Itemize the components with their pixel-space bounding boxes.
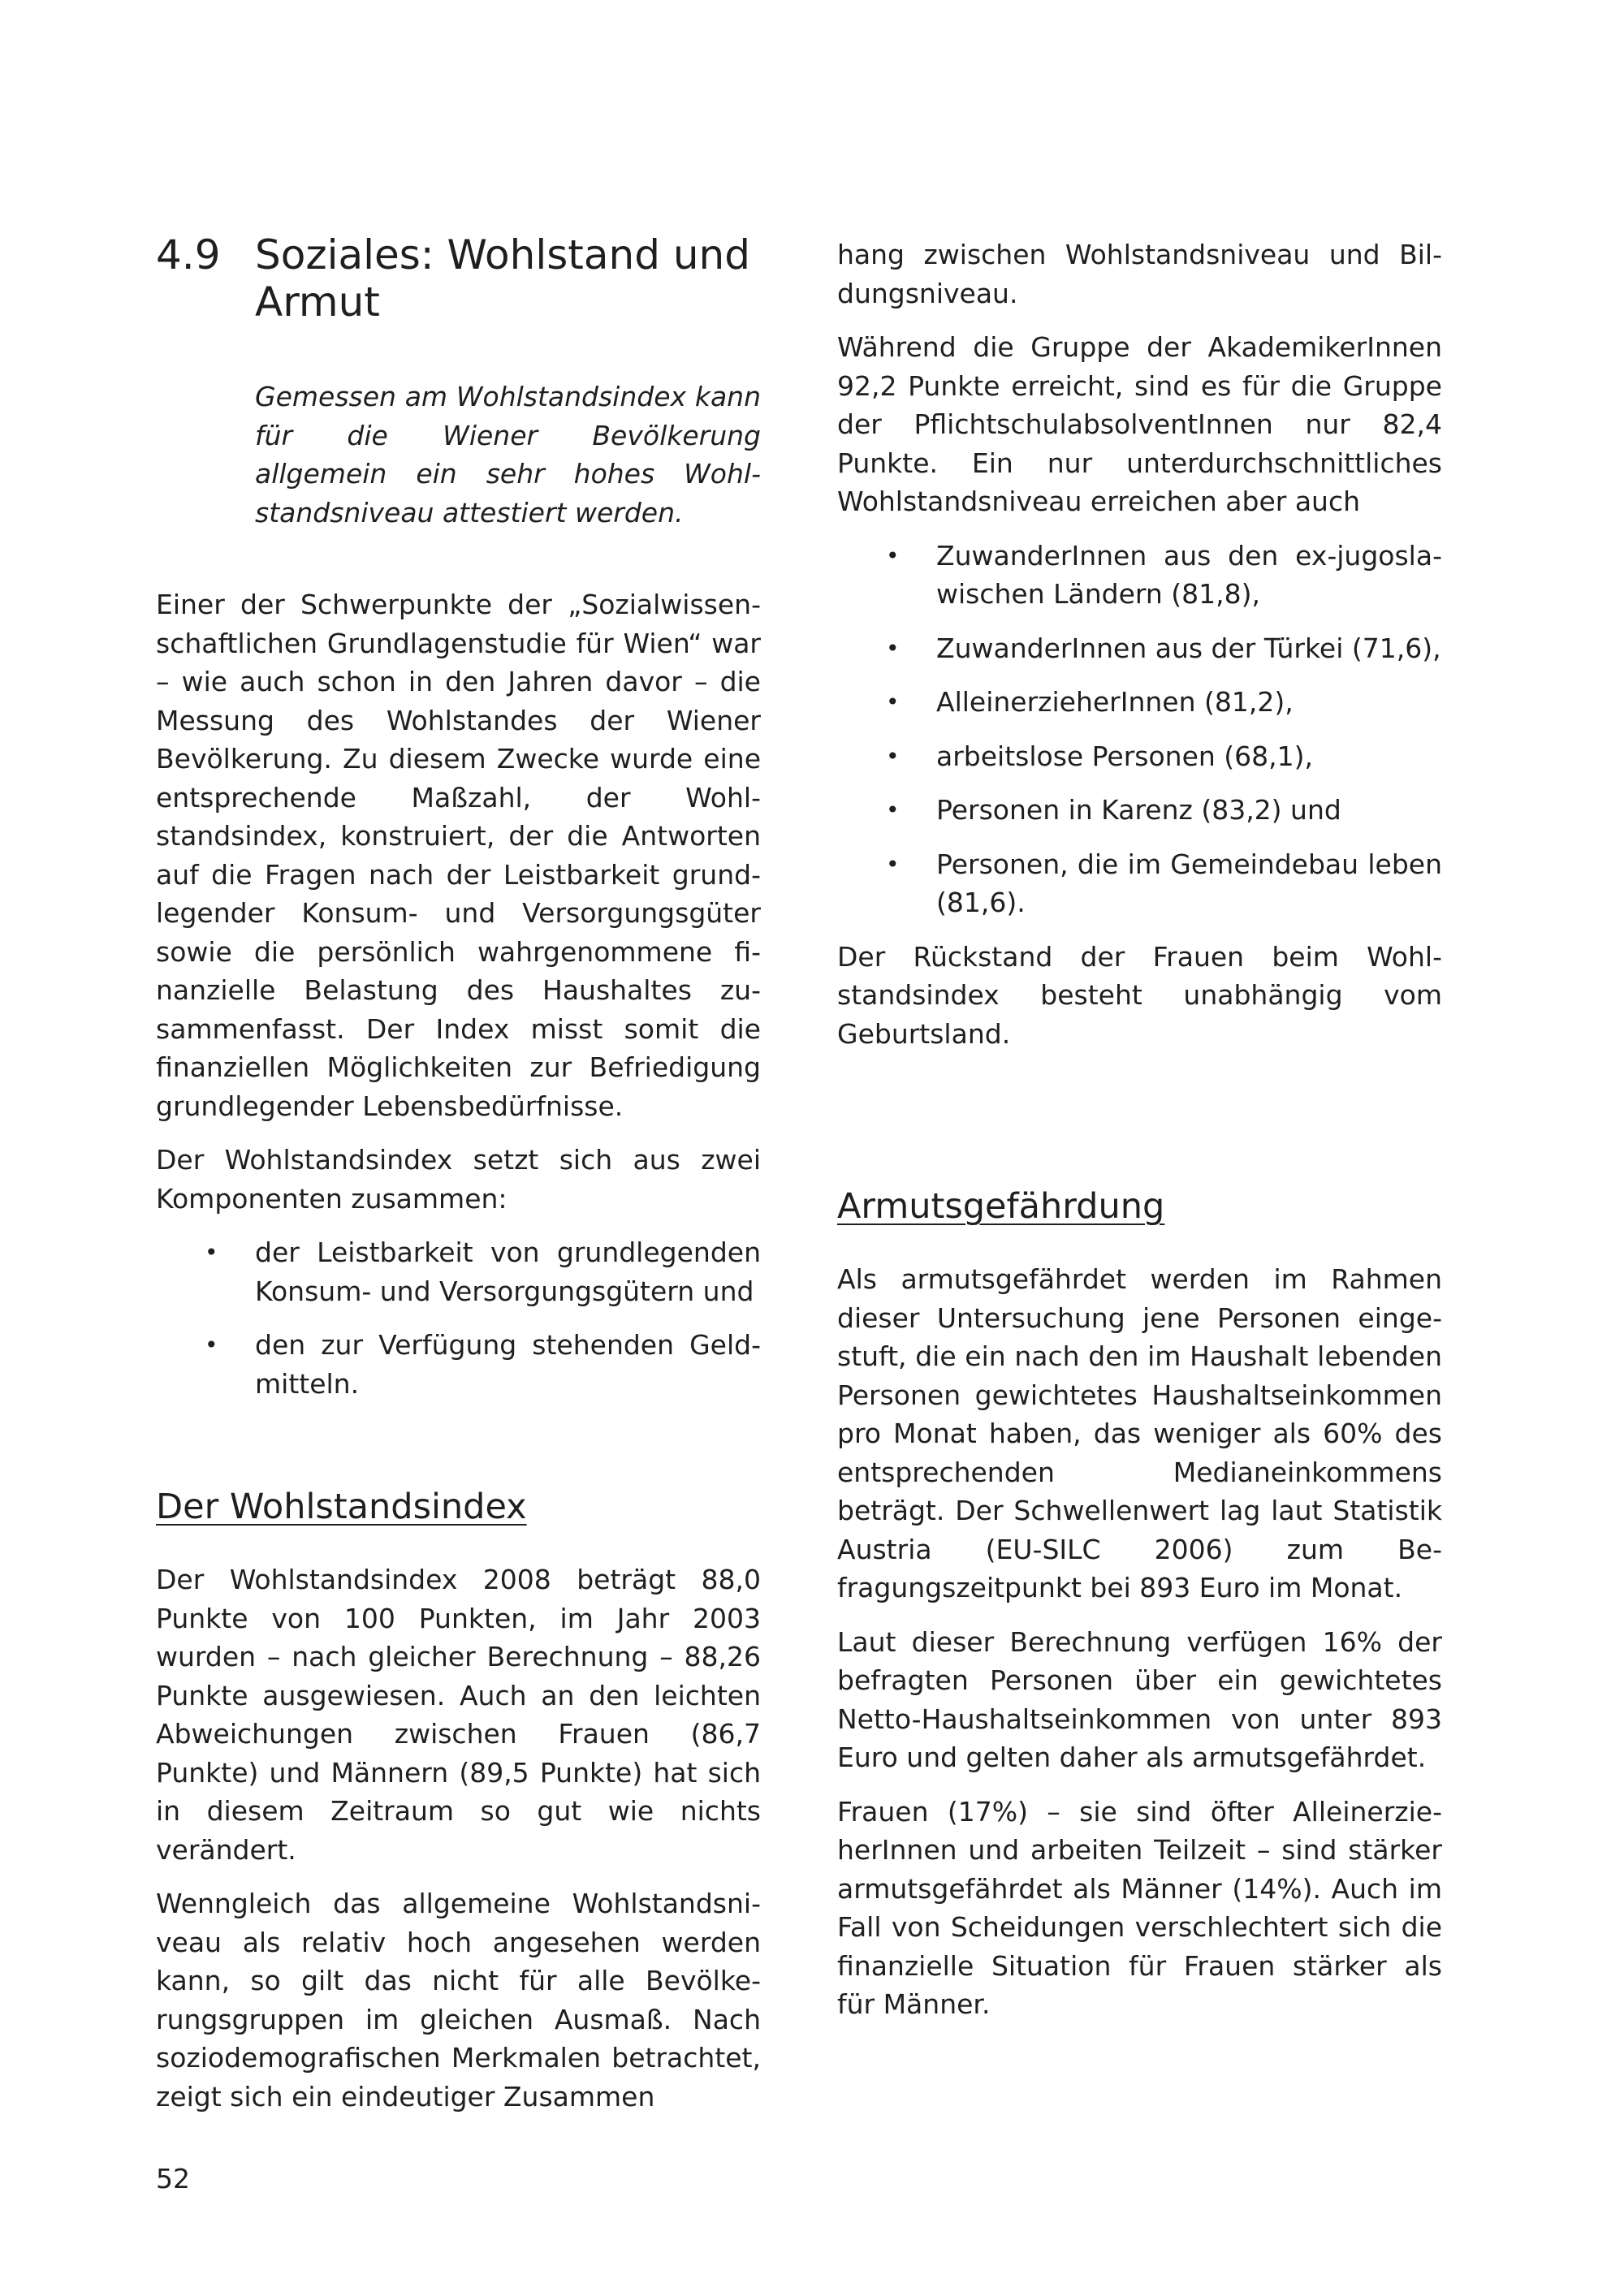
list-item [156, 1326, 761, 1403]
list-item-text: den zur Verfügung stehenden Geldmitteln. [255, 1329, 761, 1400]
list-item [837, 683, 1442, 722]
bullet-icon: • [886, 542, 900, 569]
bullet-icon: • [886, 634, 900, 662]
paragraph-continuation: hang zwischen Wohlstandsniveau und Bildungsniveau. [837, 239, 1442, 309]
paragraph-intro: Einer der Schwerpunkte der „Sozialwissenschaftlichen Grundlagenstudie für Wien“ war – wie auch schon in den Jahren davor – die Messung des Wohlstandes der Wiener Bevölkerung. Zu diesem Zwecke wurde eine entsprechende Maßzahl, der Wohlstandsindex, konstruiert, der die Antworten auf die Fragen nach der Leistbarkeit grundlegender Konsum- und Versorgungsgüter sowie die persönlich wahrgenommene finanzielle Belastung des Haushaltes zusammenfasst. Der Index misst somit die finanziellen Möglichkeiten zur Befriedigung grundlegender Lebensbedürfnisse. [156, 589, 761, 1122]
paragraph-index-2008: Der Wohlstandsindex 2008 beträgt 88,0 Punkte von 100 Punkten, im Jahr 2003 wurden – nach gleicher Berechnung – 88,26 Punkte ausgewiesen. Auch an den leichten Abweichungen zwischen Frauen (86,7 Punkte) und Männern (89,5 Punkte) hat sich in diesem Zeitraum so gut wie nichts verändert. [156, 1564, 761, 1866]
right-body [837, 235, 1442, 1053]
list-item [837, 845, 1442, 922]
left-body-2 [156, 1560, 761, 2116]
paragraph-education: Wenngleich das allgemeine Wohlstandsniveau als relativ hoch angesehen werden kann, so gilt das nicht für alle Bevölkerungsgruppen im gleichen Ausmaß. Nach soziodemografischen Merkmalen betrachtet, zeigt sich ein eindeutiger Zusammen [156, 1888, 761, 2113]
components-list [156, 1233, 761, 1403]
bullet-icon: • [886, 742, 900, 770]
section-title-line2: Armut [255, 278, 380, 326]
list-item-text: Personen in Karenz (83,2) und [936, 794, 1341, 826]
list-item-text: AlleinerzieherInnen (81,2), [936, 686, 1294, 718]
abstract: Gemessen am Wohlstandsindex kann für die Wiener Bevölkerung allgemein ein sehr hohes Wohlstandsniveau attestiert werden. [255, 381, 761, 529]
bullet-icon: • [886, 688, 900, 715]
section-number: 4.9 [156, 231, 221, 278]
paragraph-women: Frauen (17%) – sie sind öfter AlleinerzieherInnen und arbeiten Teilzeit – sind stärker armutsgefährdet als Männer (14%). Auch im Fall von Scheidungen verschlechtert sich die finanzielle Situation für Frauen stärker als für Männer. [837, 1795, 1442, 2020]
paragraph-definition: Als armutsgefährdet werden im Rahmen dieser Untersuchung jene Personen eingestuft, die ein nach den im Haushalt lebenden Personen gewichtetes Haushaltseinkommen pro Monat haben, das weniger als 60% des entsprechenden Medianeinkommens beträgt. Der Schwellenwert lag laut Statistik Austria (EU-SILC 2006) zum Befragungszeitpunkt bei 893 Euro im Monat. [837, 1263, 1442, 1603]
list-item [837, 629, 1442, 668]
left-body [156, 585, 761, 1403]
bullet-icon: • [886, 850, 900, 878]
list-item-text: der Leistbarkeit von grundlegenden Konsum- und Versorgungsgütern und [255, 1236, 761, 1307]
paragraph-components-intro: Der Wohlstandsindex setzt sich aus zwei Komponenten zusammen: [156, 1144, 761, 1215]
page-number: 52 [156, 2163, 190, 2195]
section-title-line1: Soziales: Wohlstand und [255, 231, 750, 278]
paragraph-women-gap: Der Rückstand der Frauen beim Wohlstandsindex besteht unabhängig vom Geburtsland. [837, 940, 1442, 1050]
subheading-armutsgefaehrdung: Armutsgefährdung [837, 1186, 1165, 1227]
list-item-text: ZuwanderInnen aus den ex-jugoslawischen Ländern (81,8), [936, 539, 1442, 610]
groups-list [837, 537, 1442, 922]
right-body-2 [837, 1260, 1442, 2024]
bullet-icon: • [205, 1239, 218, 1266]
bullet-icon: • [205, 1331, 218, 1358]
paragraph-groups-intro: Während die Gruppe der AkademikerInnen 92,2 Punkte erreicht, sind es für die Gruppe der PflichtschulabsolventInnen nur 82,4 Punkte. Ein nur unterdurchschnittliches Wohlstandsniveau erreichen aber auch [837, 331, 1442, 517]
list-item-text: arbeitslose Personen (68,1), [936, 740, 1313, 772]
list-item [837, 537, 1442, 614]
bullet-icon: • [886, 796, 900, 823]
section-heading [156, 231, 761, 326]
list-item-text: ZuwanderInnen aus der Türkei (71,6), [936, 632, 1441, 664]
list-item [837, 737, 1442, 776]
list-item [837, 791, 1442, 830]
list-item [156, 1233, 761, 1310]
subheading-wohlstandsindex: Der Wohlstandsindex [156, 1487, 527, 1527]
paragraph-share: Laut dieser Berechnung verfügen 16% der befragten Personen über ein gewichtetes Netto-Haushaltseinkommen von unter 893 Euro und gelten daher als armutsgefährdet. [837, 1625, 1442, 1773]
list-item-text: Personen, die im Gemeindebau leben (81,6). [936, 848, 1442, 918]
